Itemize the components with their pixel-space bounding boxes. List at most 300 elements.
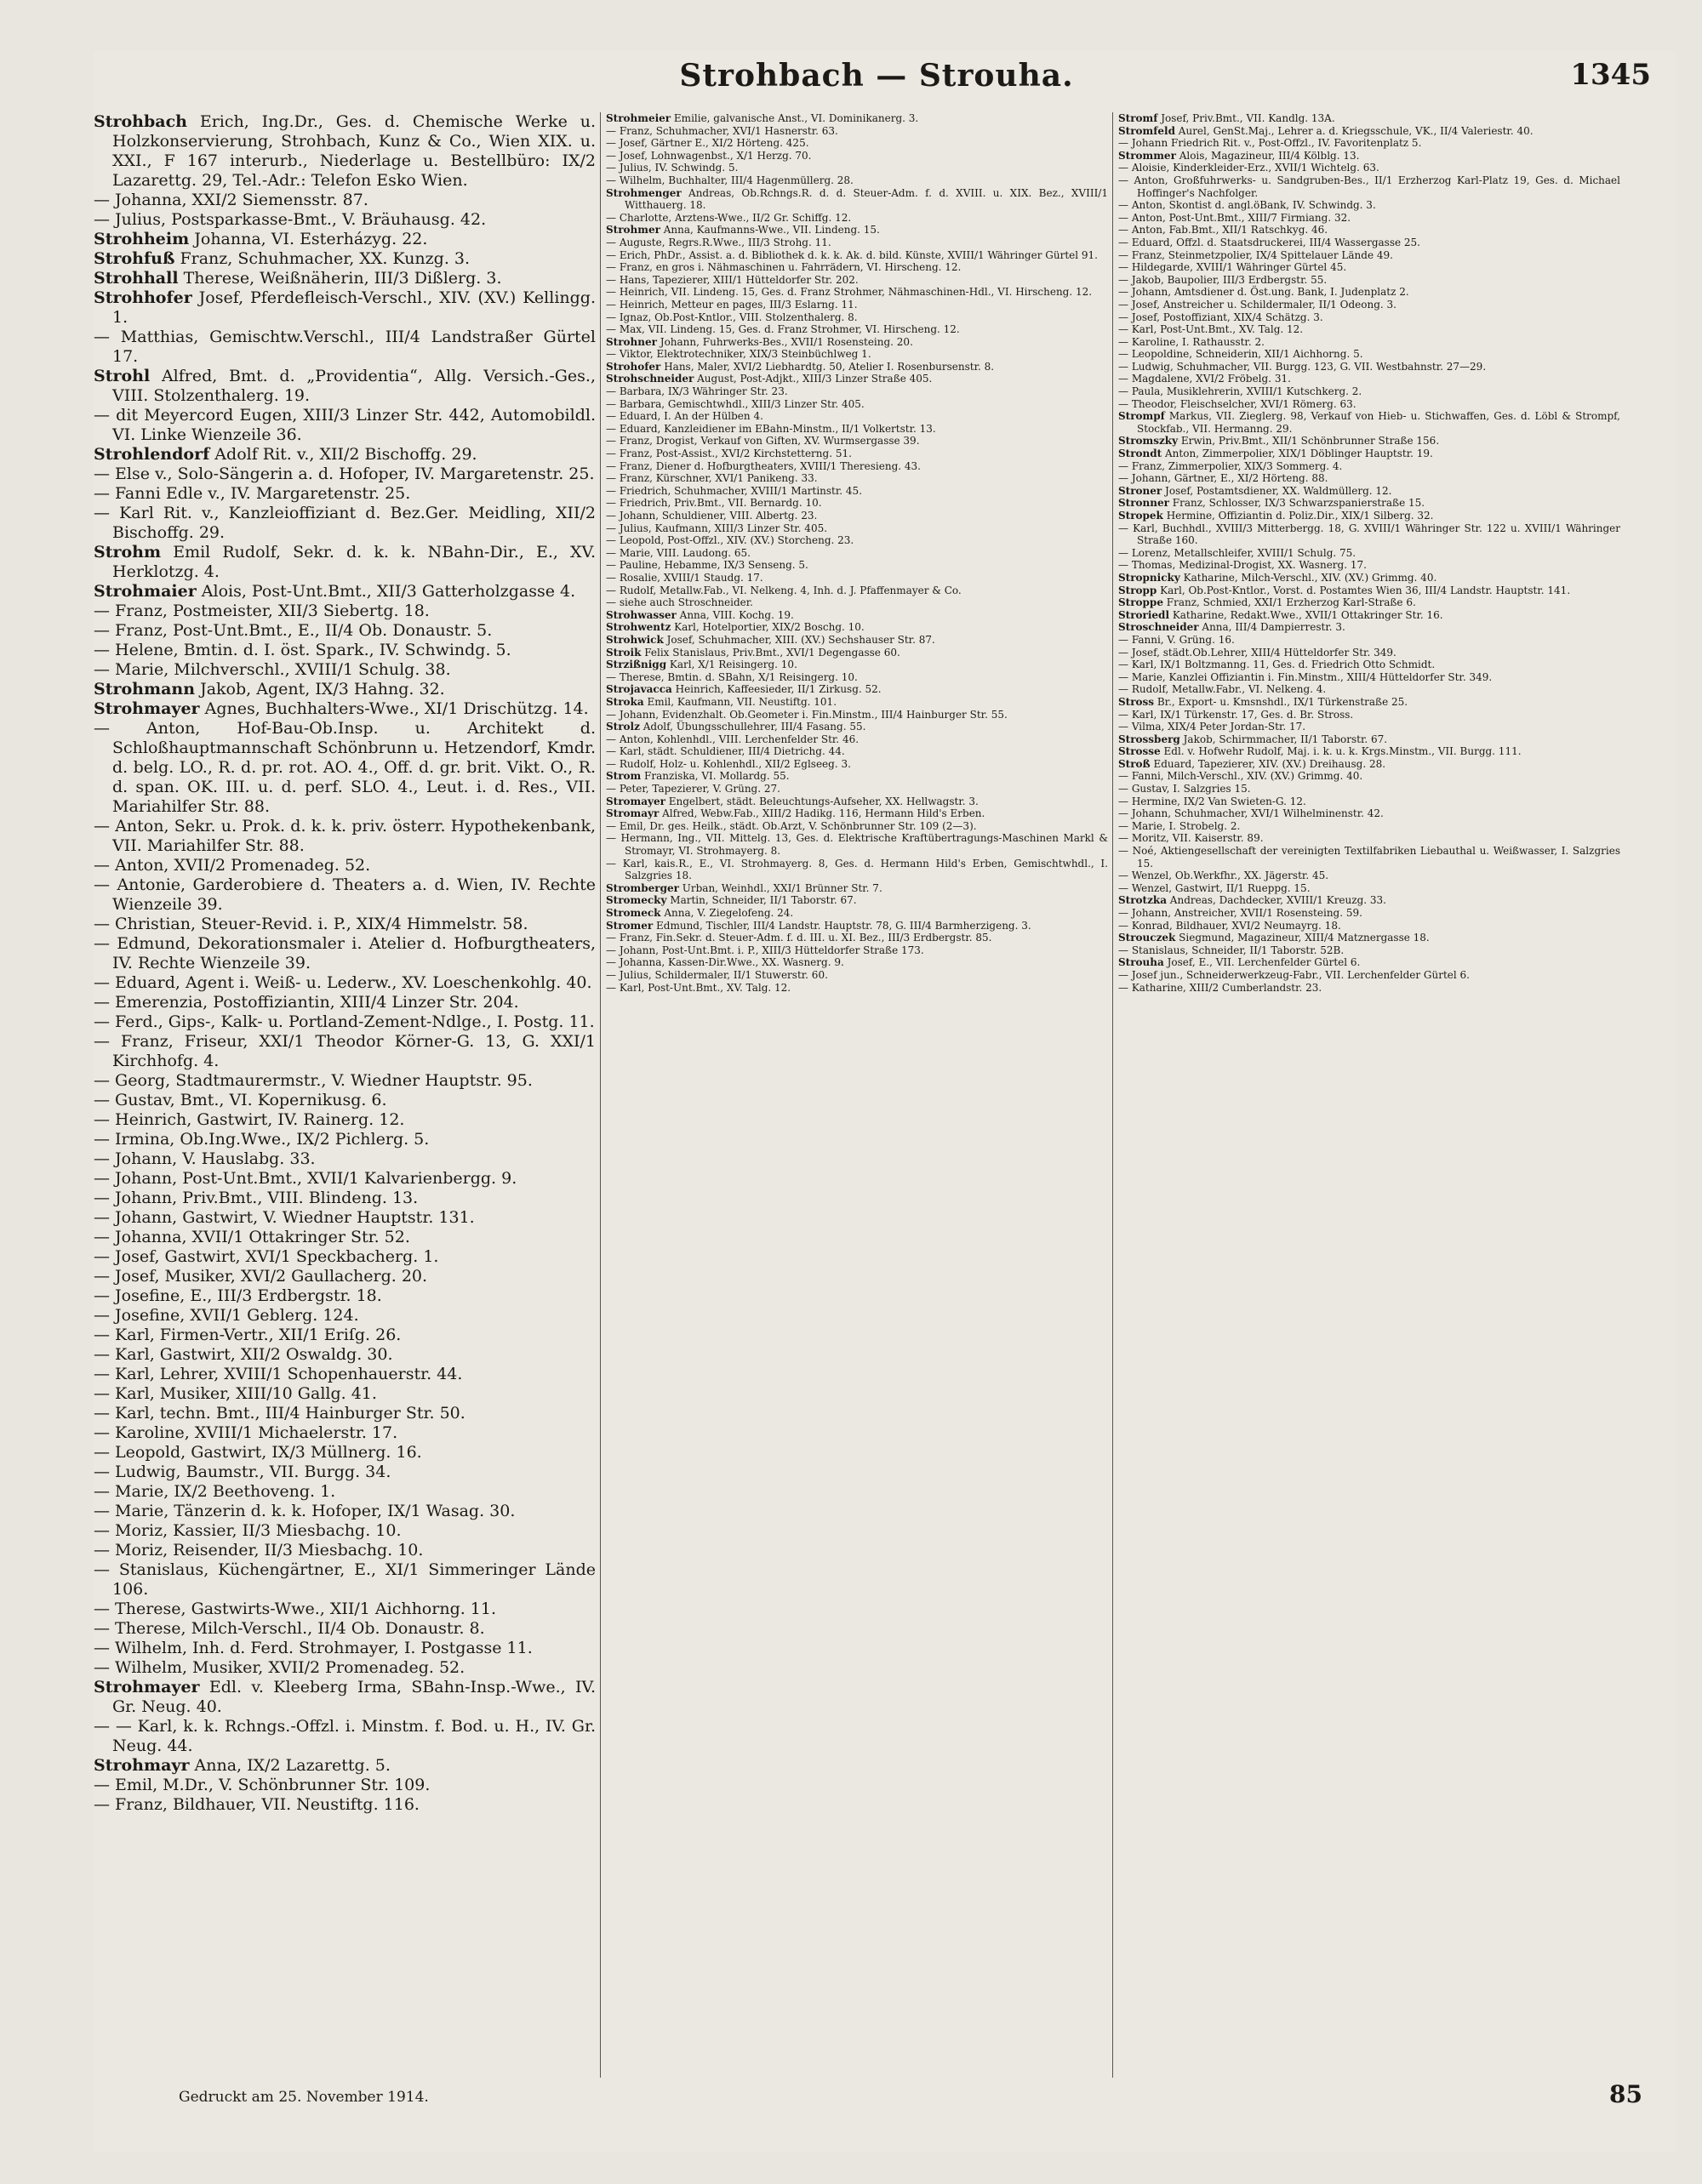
entry-text: — Viktor, Elektrotechniker, XIX/3 Steinbüchlweg 1. [606, 348, 871, 361]
entry-text: — Jakob, Baupolier, III/3 Erdbergstr. 55. [1118, 273, 1328, 286]
entry-text: — Gustav, Bmt., VI. Kopernikusg. 6. [94, 1091, 387, 1109]
directory-entry [94, 1012, 596, 1032]
directory-entry [1118, 907, 1620, 920]
directory-entry [1118, 634, 1620, 647]
directory-entry [606, 373, 1108, 385]
entry-text: — Fanni, Milch-Verschl., XIV. (XV.) Grimmg. 40. [1118, 770, 1363, 783]
directory-entry [606, 261, 1108, 274]
entry-surname: Strohmeier [606, 112, 671, 124]
directory-entry [1118, 485, 1620, 498]
directory-entry [94, 328, 596, 367]
directory-entry [1118, 299, 1620, 311]
entry-text: Karl, X/1 Reisingerg. 10. [666, 659, 797, 671]
entry-surname: Strojavacca [606, 683, 672, 696]
directory-entry [94, 1384, 596, 1404]
entry-text: — Anton, Kohlenhdl., VIII. Lerchenfelder Str. 46. [606, 733, 860, 745]
directory-entry [94, 249, 596, 269]
entry-text: — Thomas, Medizinal-Drogist, XX. Wasnerg. 17. [1118, 559, 1367, 572]
directory-entry [1118, 832, 1620, 845]
directory-entry [606, 237, 1108, 249]
entry-surname: Strzißnigg [606, 659, 667, 671]
entry-text: — Anton, Post-Unt.Bmt., XIII/7 Firmiang. 32. [1118, 211, 1351, 224]
entry-text: — Johann, Amtsdiener d. Öst.ung. Bank, I. Judenplatz 2. [1118, 286, 1409, 299]
entry-surname: Stromszky [1118, 435, 1179, 448]
entry-surname: Stropnicky [1118, 571, 1180, 584]
entry-text: — Rosalie, XVIII/1 Staudg. 17. [606, 571, 763, 584]
directory-entry [1118, 199, 1620, 212]
entry-surname: Stropp [1118, 584, 1157, 596]
entry-text: — Marie, VIII. Laudong. 65. [606, 546, 751, 559]
directory-entry [606, 944, 1108, 957]
directory-entry [94, 484, 596, 504]
entry-text: — Franz, Postmeister, XII/3 Siebertg. 18. [94, 602, 430, 620]
entry-text: Josef, E., VII. Lerchenfelder Gürtel 6. [1163, 956, 1361, 969]
entry-surname: Strohschneider [606, 373, 694, 385]
entry-text: Jakob, Agent, IX/3 Hahng. 32. [195, 680, 445, 699]
entry-text: Therese, Weißnäherin, III/3 Dißlerg. 3. [178, 269, 502, 288]
entry-surname: Stroriedl [1118, 608, 1169, 621]
entry-text: — Johann, Gärtner, E., XI/2 Hörteng. 88. [1118, 472, 1328, 485]
entry-surname: Strohfuß [94, 249, 175, 268]
entry-text: Franz, Schuhmacher, XX. Kunzg. 3. [174, 249, 471, 268]
directory-entry [606, 559, 1108, 572]
directory-entry [1118, 733, 1620, 746]
entry-surname: Strohhall [94, 269, 179, 288]
directory-entry [94, 1365, 596, 1384]
entry-text: — Auguste, Regrs.R.Wwe., III/3 Strohg. 11. [606, 236, 831, 248]
entry-text: — Wilhelm, Buchhalter, III/4 Hagenmüllerg. 28. [606, 174, 854, 186]
entry-text: — Wenzel, Gastwirt, II/1 Rueppg. 15. [1118, 881, 1311, 894]
entry-text: Heinrich, Kaffeesieder, II/1 Zirkusg. 52. [671, 683, 882, 696]
entry-text: Edl. v. Kleeberg Irma, SBahn-Insp.-Wwe., IV. Gr. Neug. 40. [112, 1678, 596, 1716]
directory-entry [94, 1717, 596, 1756]
entry-text: Anna, IX/2 Lazarettg. 5. [189, 1756, 391, 1775]
entry-text: — Katharine, XIII/2 Cumberlandstr. 23. [1118, 981, 1322, 994]
entry-text: — Konrad, Bildhauer, XVI/2 Neumayrg. 18. [1118, 919, 1341, 932]
entry-text: — Julius, Schildermaler, II/1 Stuwerstr. 60. [606, 968, 828, 981]
entry-text: — Moritz, VII. Kaiserstr. 89. [1118, 832, 1264, 845]
entry-text: Johann, Fuhrwerks-Bes., XVII/1 Rosensteing. 20. [656, 335, 913, 348]
directory-entry [1118, 373, 1620, 385]
entry-text: — Noé, Aktiengesellschaft der vereinigten Textilfabriken Liebauthal u. Weißwasser, I. Salzgries 15. [1118, 845, 1620, 870]
directory-entry [606, 472, 1108, 485]
entry-text: — Josefine, E., III/3 Erdbergstr. 18. [94, 1286, 382, 1305]
directory-entry [94, 582, 596, 602]
directory-entry [1118, 348, 1620, 361]
directory-entry [94, 1404, 596, 1423]
entry-text: — Karl, Lehrer, XVIII/1 Schopenhauerstr. 44. [94, 1365, 463, 1383]
directory-entry [94, 1639, 596, 1658]
entry-surname: Stroppe [1118, 596, 1163, 609]
entry-text: — Johann Friedrich Rit. v., Post-Offzl., IV. Favoritenplatz 5. [1118, 137, 1422, 150]
entry-surname: Stromayer [606, 795, 665, 807]
entry-text: — Johann, Evidenzhalt. Ob.Geometer i. Fin.Minstm., III/4 Hainburger Str. 55. [606, 708, 1008, 721]
directory-entry [606, 547, 1108, 560]
entry-text: Karl, Ob.Post-Kntlor., Vorst. d. Postamtes Wien 36, III/4 Landstr. Hauptstr. 141. [1157, 584, 1571, 596]
entry-text: — Johann, Anstreicher, XVII/1 Rosensteing. 59. [1118, 907, 1362, 919]
entry-text: — Franz, Kürschner, XVI/1 Panikeng. 33. [606, 472, 818, 485]
entry-text: — Marie, IX/2 Beethoveng. 1. [94, 1482, 336, 1501]
directory-entry [606, 410, 1108, 423]
entry-surname: Strohheim [94, 230, 190, 248]
directory-entry [1118, 311, 1620, 324]
entry-text: — Josef, Anstreicher u. Schildermaler, II/1 Odeong. 3. [1118, 298, 1396, 311]
entry-surname: Stroner [1118, 484, 1162, 497]
entry-text: — Franz, Schuhmacher, XVI/1 Hasnerstr. 63. [606, 124, 838, 137]
entry-text: — Franz, Post-Unt.Bmt., E., II/4 Ob. Donaustr. 5. [94, 621, 493, 640]
entry-text: — Anton, Großfuhrwerks- u. Sandgruben-Bes., II/1 Erzherzog Karl-Platz 19, Ges. d. Michael Hoffinger's Nachfolger. [1118, 174, 1620, 199]
entry-text: — Karoline, I. Rathausstr. 2. [1118, 335, 1265, 348]
entry-text: — Stanislaus, Schneider, II/1 Taborstr. 52B. [1118, 944, 1345, 956]
entry-text: — Erich, PhDr., Assist. a. d. Bibliothek d. k. k. Ak. d. bild. Künste, XVIII/1 Währinger Gürtel 91. [606, 248, 1098, 261]
entry-text: — Hermann, Ing., VII. Mittelg. 13, Ges. d. Elektrische Kraftübertragungs-Maschinen Markl & Stromayr, VI. Strohmayerg. 8. [606, 832, 1108, 858]
directory-entry [94, 445, 596, 465]
entry-text: — Irmina, Ob.Ing.Wwe., IX/2 Pichlerg. 5. [94, 1130, 430, 1149]
entry-text: Siegmund, Magazineur, XIII/4 Matznergasse 18. [1175, 932, 1430, 944]
entry-surname: Stronner [1118, 497, 1169, 510]
entry-text: Alois, Magazineur, III/4 Kölblg. 13. [1175, 149, 1360, 162]
directory-entry [606, 770, 1108, 783]
entry-text: — Rudolf, Holz- u. Kohlenhdl., XII/2 Eglseeg. 3. [606, 757, 851, 770]
directory-entry [1118, 323, 1620, 336]
directory-entry [606, 534, 1108, 547]
directory-entry [1118, 522, 1620, 547]
directory-entry [94, 719, 596, 817]
entry-text: — Josef, Postoffiziant, XIX/4 Schätzg. 3. [1118, 311, 1323, 323]
directory-entry [94, 1776, 596, 1795]
directory-entry [94, 973, 596, 993]
entry-text: — Franz, Drogist, Verkauf von Giften, XV. Wurmsergasse 39. [606, 435, 920, 448]
directory-entry [1118, 969, 1620, 982]
entry-text: — Max, VII. Lindeng. 15, Ges. d. Franz Strohmer, VI. Hirscheng. 12. [606, 323, 960, 336]
directory-entry [606, 299, 1108, 311]
directory-entry [606, 460, 1108, 473]
directory-entry [1118, 807, 1620, 820]
directory-page [94, 51, 1676, 2153]
entry-text: — Magdalene, XVI/2 Fröbelg. 31. [1118, 373, 1291, 385]
entry-surname: Strouczek [1118, 932, 1176, 944]
entry-text: Alois, Post-Unt.Bmt., XII/3 Gatterholzgasse 4. [196, 582, 576, 601]
entry-text: — dit Meyercord Eugen, XIII/3 Linzer Str. 442, Automobildl. VI. Linke Wienzeile 36. [94, 406, 596, 444]
directory-entry [94, 1521, 596, 1541]
directory-entry [606, 423, 1108, 436]
directory-entry [606, 323, 1108, 336]
directory-entry [1118, 845, 1620, 870]
entry-text: — Eduard, Kanzleidiener im EBahn-Minstm., II/1 Volkertstr. 13. [606, 422, 936, 435]
directory-entry [606, 783, 1108, 795]
entry-surname: Strohwentz [606, 621, 671, 634]
entry-text: Erwin, Priv.Bmt., XII/1 Schönbrunner Straße 156. [1178, 435, 1440, 448]
directory-entry [606, 932, 1108, 944]
column-1 [94, 112, 596, 1815]
entry-surname: Strohl [94, 367, 151, 385]
directory-entry [94, 367, 596, 406]
directory-entry [1118, 497, 1620, 510]
entry-text: — Moriz, Reisender, II/3 Miesbachg. 10. [94, 1541, 424, 1560]
entry-text: — Johanna, Kassen-Dir.Wwe., XX. Wasnerg. 9. [606, 956, 844, 969]
entry-text: — Anton, XVII/2 Promenadeg. 52. [94, 856, 371, 875]
entry-text: Alfred, Webw.Fab., XIII/2 Hadikg. 116, Hermann Hild's Erben. [659, 807, 985, 820]
directory-entry [94, 660, 596, 680]
directory-entry [94, 1345, 596, 1365]
entry-text: — Johann, Post-Unt.Bmt., XVII/1 Kalvarienbergg. 9. [94, 1169, 517, 1188]
entry-text: Hermine, Offiziantin d. Poliz.Dir., XIX/1 Silberg. 32. [1162, 510, 1434, 522]
entry-text: — Heinrich, Gastwirt, IV. Rainerg. 12. [94, 1110, 405, 1129]
entry-text: Josef, Postamtsdiener, XX. Waldmüllerg. 12. [1162, 484, 1392, 497]
entry-text: — Franz, Steinmetzpolier, IX/4 Spittelauer Lände 49. [1118, 248, 1393, 261]
entry-text: — Fanni Edle v., IV. Margaretenstr. 25. [94, 484, 411, 503]
directory-entry [606, 187, 1108, 212]
entry-surname: Stromeck [606, 907, 661, 919]
directory-entry [606, 745, 1108, 758]
entry-text: — Karl, Musiker, XIII/10 Gallg. 41. [94, 1384, 377, 1403]
directory-entry [94, 465, 596, 484]
entry-text: — Anton, Sekr. u. Prok. d. k. k. priv. österr. Hypothekenbank, VII. Mariahilfer Str. 88. [94, 817, 596, 855]
entry-text: — Eduard, Offzl. d. Staatsdruckerei, III/4 Wassergasse 25. [1118, 236, 1420, 248]
entry-text: — Helene, Bmtin. d. I. öst. Spark., IV. Schwindg. 5. [94, 641, 511, 659]
entry-text: — Gustav, I. Salzgries 15. [1118, 783, 1251, 795]
entry-text: Edl. v. Hofwehr Rudolf, Maj. i. k. u. k. Krgs.Minstm., VII. Burgg. 111. [1160, 745, 1522, 758]
directory-entry [606, 137, 1108, 150]
directory-entry [1118, 721, 1620, 733]
entry-text: Josef, Schuhmacher, XIII. (XV.) Sechshauser Str. 87. [663, 633, 935, 646]
entry-text: — Josef, Gärtner E., XI/2 Hörteng. 425. [606, 137, 809, 150]
page-number: 1345 [1570, 58, 1651, 92]
entry-text: — Karl, techn. Bmt., III/4 Hainburger Str. 50. [94, 1404, 465, 1423]
directory-entry [94, 1208, 596, 1228]
directory-entry [606, 858, 1108, 882]
directory-entry [606, 274, 1108, 287]
entry-text: — Marie, I. Strobelg. 2. [1118, 819, 1241, 832]
entry-text: — Karl, Post-Unt.Bmt., XV. Talg. 12. [1118, 323, 1304, 336]
directory-entry [606, 709, 1108, 721]
directory-entry [94, 210, 596, 230]
entry-text: — Karl, kais.R., E., VI. Strohmayerg. 8, Ges. d. Hermann Hild's Erben, Gemischtwhdl., I. Salzgries 18. [606, 857, 1108, 882]
directory-entry [606, 224, 1108, 237]
directory-entry [94, 1541, 596, 1560]
entry-text: — Marie, Milchverschl., XVIII/1 Schulg. 38. [94, 660, 451, 679]
entry-text: — Wenzel, Ob.Werkfhr., XX. Jägerstr. 45. [1118, 870, 1329, 882]
entry-text: — Paula, Musiklehrerin, XVIII/1 Kutschkerg. 2. [1118, 385, 1362, 398]
entry-surname: Stromberger [606, 881, 679, 894]
directory-entry [606, 820, 1108, 833]
directory-entry [606, 894, 1108, 907]
directory-entry [606, 609, 1108, 622]
entry-surname: Strommer [1118, 149, 1176, 162]
directory-entry [94, 1658, 596, 1678]
directory-entry [606, 647, 1108, 659]
directory-entry [1118, 559, 1620, 572]
directory-entry [1118, 237, 1620, 249]
directory-entry [606, 435, 1108, 448]
page-header [94, 58, 1659, 109]
entry-surname: Strotzka [1118, 894, 1167, 907]
directory-entry [606, 249, 1108, 262]
entry-text: — Georg, Stadtmaurermstr., V. Wiedner Hauptstr. 95. [94, 1071, 533, 1090]
page-title: Strohbach — Strouha. [679, 58, 1074, 94]
entry-text: — Johanna, XXI/2 Siemensstr. 87. [94, 191, 368, 209]
directory-entry [94, 1032, 596, 1071]
entry-text: Eduard, Tapezierer, XIV. (XV.) Dreihausg. 28. [1150, 757, 1386, 770]
entry-text: Aurel, GenSt.Maj., Lehrer a. d. Kriegsschule, VK., II/4 Valeriestr. 40. [1174, 124, 1534, 137]
entry-text: — Julius, Postsparkasse-Bmt., V. Bräuhausg. 42. [94, 210, 487, 229]
directory-entry [606, 795, 1108, 808]
entry-text: — Hans, Tapezierer, XIII/1 Hütteldorfer Str. 202. [606, 273, 859, 286]
entry-text: — Theodor, Fleischselcher, XVI/1 Römerg. 63. [1118, 397, 1356, 410]
entry-text: — Barbara, IX/3 Währinger Str. 23. [606, 385, 788, 398]
entry-text: — Heinrich, VII. Lindeng. 15, Ges. d. Franz Strohmer, Nähmaschinen-Hdl., VI. Hirscheng. 12. [606, 286, 1093, 299]
directory-entry [1118, 448, 1620, 460]
entry-text: — Wilhelm, Inh. d. Ferd. Strohmayer, I. Postgasse 11. [94, 1639, 533, 1657]
directory-entry [606, 832, 1108, 857]
directory-entry [94, 856, 596, 875]
entry-surname: Stroß [1118, 757, 1151, 770]
directory-entry [606, 162, 1108, 174]
entry-surname: Strossberg [1118, 733, 1180, 745]
directory-entry [606, 920, 1108, 932]
entry-text: — Hermine, IX/2 Van Swieten-G. 12. [1118, 795, 1306, 807]
directory-entry [1118, 249, 1620, 262]
entry-text: — Julius, Kaufmann, XIII/3 Linzer Str. 405. [606, 522, 828, 534]
column-2 [606, 112, 1108, 994]
directory-entry [1118, 709, 1620, 721]
entry-text: Alfred, Bmt. d. „Providentia“, Allg. Versich.-Ges., VIII. Stolzenthalerg. 19. [112, 367, 596, 405]
entry-surname: Strohmayr [94, 1756, 190, 1775]
entry-surname: Strohwick [606, 633, 664, 646]
directory-entry [94, 1169, 596, 1189]
entry-text: Erich, Ing.Dr., Ges. d. Chemische Werke u. Holzkonservierung, Strohbach, Kunz & Co., Wien XIX. u. XXI., F 167 interurb., Niederlage u. Bestellbüro: IX/2 Lazarettg. 29, Tel.-Adr.: Telefon Esko Wien. [112, 112, 596, 190]
directory-entry [94, 1560, 596, 1600]
directory-entry [1118, 286, 1620, 299]
entry-text: — Else v., Solo-Sängerin a. d. Hofoper, IV. Margaretenstr. 25. [94, 465, 595, 483]
directory-entry [1118, 398, 1620, 411]
entry-text: Felix Stanislaus, Priv.Bmt., XVI/1 Degengasse 60. [641, 646, 900, 659]
directory-entry [606, 634, 1108, 647]
entry-surname: Stromer [606, 919, 654, 932]
directory-entry [606, 807, 1108, 820]
directory-entry [94, 288, 596, 328]
entry-surname: Strohwasser [606, 608, 677, 621]
column-3 [1118, 112, 1620, 994]
entry-text: — Johann, Schuldiener, VIII. Albertg. 23. [606, 510, 818, 522]
entry-surname: Strompf [1118, 410, 1165, 423]
directory-entry [94, 934, 596, 973]
directory-entry [606, 286, 1108, 299]
entry-text: Br., Export- u. Kmsnshdl., IX/1 Türkenstraße 25. [1154, 695, 1408, 708]
entry-text: Anna, Kaufmanns-Wwe., VII. Lindeng. 15. [660, 224, 880, 237]
entry-text: — Franz, Diener d. Hofburgtheaters, XVIII/1 Theresieng. 43. [606, 459, 921, 472]
entry-text: — Hildegarde, XVIII/1 Währinger Gürtel 45. [1118, 261, 1347, 274]
directory-entry [606, 150, 1108, 163]
entry-text: — Leopold, Gastwirt, IX/3 Müllnerg. 16. [94, 1443, 422, 1462]
directory-entry [1118, 125, 1620, 138]
directory-entry [1118, 261, 1620, 274]
entry-text: Adolf Rit. v., XII/2 Bischoffg. 29. [209, 445, 477, 464]
directory-entry [94, 875, 596, 915]
directory-entry [94, 1247, 596, 1267]
directory-entry [606, 696, 1108, 709]
directory-entry [94, 269, 596, 288]
directory-entry [94, 112, 596, 191]
entry-text: — Therese, Bmtin. d. SBahn, X/1 Reisingerg. 10. [606, 670, 858, 683]
directory-entry [606, 112, 1108, 125]
directory-entry [606, 882, 1108, 895]
entry-text: — Friedrich, Priv.Bmt., VII. Bernardg. 10. [606, 497, 822, 510]
directory-entry [1118, 671, 1620, 684]
directory-entry [1118, 795, 1620, 808]
entry-text: — Anton, Hof-Bau-Ob.Insp. u. Architekt d. Schloßhauptmannschaft Schönbrunn u. Hetzendorf, Kmdr. d. belg. LO., R. d. pr. rot. AO. 4., Off. d. gr. brit. Vikt. O., R. d. span. OK. III. u. d. perf. SLO. 4., Leut. i. d. Res., VII. Mariahilfer Str. 88. [94, 719, 596, 816]
entry-text: — Ludwig, Baumstr., VII. Burgg. 34. [94, 1463, 391, 1481]
directory-entry [1118, 944, 1620, 957]
directory-entry [606, 174, 1108, 187]
directory-entry [1118, 920, 1620, 932]
entry-text: — Karl, Buchhdl., XVIII/3 Mitterbergg. 18, G. XVIII/1 Währinger Str. 122 u. XVIII/1 Währinger Straße 160. [1118, 522, 1620, 547]
entry-text: — Moriz, Kassier, II/3 Miesbachg. 10. [94, 1521, 402, 1540]
entry-surname: Strohmer [606, 224, 660, 237]
directory-entry [606, 361, 1108, 374]
entry-text: — Josefine, XVII/1 Geblerg. 124. [94, 1306, 359, 1325]
entry-text: — Josef, Lohnwagenbst., X/1 Herzg. 70. [606, 149, 812, 162]
entry-surname: Stross [1118, 695, 1155, 708]
entry-text: — Heinrich, Metteur en pages, III/3 Eslarng. 11. [606, 298, 858, 311]
directory-entry [94, 1678, 596, 1717]
entry-text: Anna, V. Ziegelofeng. 24. [660, 907, 794, 919]
entry-text: — Johann, Post-Unt.Bmt. i. P., XIII/3 Hütteldorfer Straße 173. [606, 944, 924, 956]
entry-surname: Strohlendorf [94, 445, 210, 464]
directory-entry [94, 1795, 596, 1815]
entry-text: — Anton, Fab.Bmt., XII/1 Ratschkyg. 46. [1118, 224, 1328, 237]
entry-text: Martin, Schneider, II/1 Taborstr. 67. [666, 894, 857, 907]
directory-entry [94, 1071, 596, 1091]
directory-entry [94, 406, 596, 445]
directory-entry [1118, 435, 1620, 448]
entry-text: — Karl, städt. Schuldiener, III/4 Dietrichg. 44. [606, 745, 845, 758]
directory-entry [606, 907, 1108, 920]
directory-entry [1118, 683, 1620, 696]
directory-entry [1118, 745, 1620, 758]
entry-text: — siehe auch Stroschneider. [606, 596, 753, 609]
directory-entry [606, 485, 1108, 498]
directory-entry [1118, 659, 1620, 671]
directory-entry [1118, 410, 1620, 435]
directory-entry [94, 1423, 596, 1443]
directory-entry [94, 1463, 596, 1482]
entry-text: Andreas, Ob.Rchngs.R. d. d. Steuer-Adm. f. d. XVIII. u. XIX. Bez., XVIII/1 Witthauerg. 18. [625, 186, 1108, 212]
entry-text: — Friedrich, Schuhmacher, XVIII/1 Martinstr. 45. [606, 484, 863, 497]
entry-text: — Franz, Zimmerpolier, XIX/3 Sommerg. 4. [1118, 459, 1343, 472]
entry-text: — Johann, Gastwirt, V. Wiedner Hauptstr. 131. [94, 1208, 475, 1227]
directory-entry [94, 1110, 596, 1130]
entry-text: Katharine, Redakt.Wwe., XVII/1 Ottakringer Str. 16. [1169, 608, 1443, 621]
entry-text: — Karl, Post-Unt.Bmt., XV. Talg. 12. [606, 981, 791, 994]
entry-text: — Eduard, Agent i. Weiß- u. Lederw., XV. Loeschenkohlg. 40. [94, 973, 592, 992]
directory-entry [1118, 547, 1620, 560]
entry-text: Andreas, Dachdecker, XVIII/1 Kreuzg. 33. [1166, 894, 1386, 907]
directory-entry [94, 699, 596, 719]
directory-entry [1118, 621, 1620, 634]
directory-entry [606, 671, 1108, 684]
directory-entry [94, 602, 596, 621]
entry-text: Agnes, Buchhalters-Wwe., XI/1 Drischützg. 14. [199, 699, 589, 718]
directory-entry [606, 348, 1108, 361]
entry-text: — Karl, IX/1 Türkenstr. 17, Ges. d. Br. Stross. [1118, 708, 1354, 721]
directory-entry [606, 572, 1108, 584]
directory-entry [606, 311, 1108, 324]
entry-text: — Marie, Tänzerin d. k. k. Hofoper, IX/1 Wasag. 30. [94, 1502, 516, 1520]
entry-surname: Strohmann [94, 680, 196, 699]
directory-entry [1118, 137, 1620, 150]
directory-entry [1118, 472, 1620, 485]
